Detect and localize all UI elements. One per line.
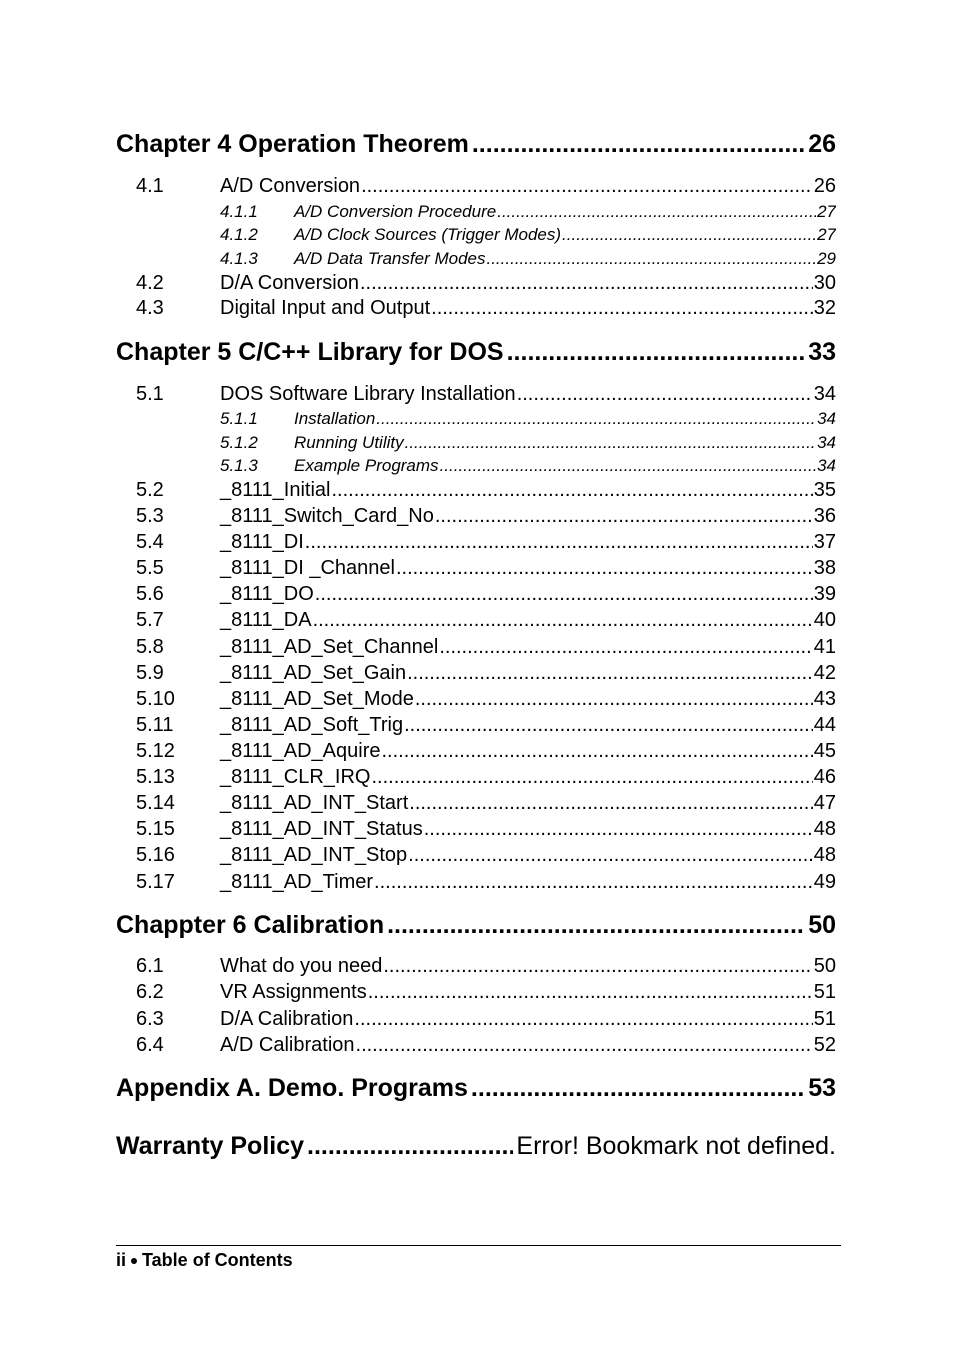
toc-entry-page-number: 33	[808, 338, 836, 366]
toc-entry-title: A/D Conversion Procedure	[294, 201, 497, 221]
toc-entry-title: Warranty Policy	[116, 1132, 305, 1160]
toc-entry-title: What do you need	[220, 955, 383, 977]
toc-section-entry[interactable]	[116, 270, 836, 296]
toc-entry-number: 4.1.3	[220, 248, 258, 268]
toc-entry-number: 5.1	[136, 383, 164, 405]
toc-entry-page-number: 46	[813, 766, 836, 788]
toc-entry-title: _8111_AD_Soft_Trig	[220, 714, 404, 736]
toc-section-entry[interactable]	[116, 381, 836, 407]
toc-entry-page-number: 48	[813, 844, 836, 866]
toc-entry-number: 5.1.2	[220, 432, 258, 452]
toc-section-entry[interactable]	[116, 555, 836, 581]
dot-leader	[368, 979, 813, 1005]
toc-entry-page-number: 50	[808, 911, 836, 939]
toc-entry-number: 4.1	[136, 175, 164, 197]
toc-entry-page-number: 53	[808, 1074, 836, 1102]
toc-entry-number: 4.2	[136, 272, 164, 294]
dot-leader	[409, 790, 812, 816]
dot-leader	[371, 764, 812, 790]
toc-entry-title: _8111_AD_INT_Status	[220, 818, 423, 840]
toc-entry-title: _8111_DI _Channel	[220, 557, 395, 579]
dot-leader	[356, 1032, 813, 1058]
toc-entry-number: 5.2	[136, 479, 164, 501]
toc-entry-page-number: 34	[817, 432, 836, 452]
dot-leader	[408, 842, 813, 868]
dot-leader	[396, 555, 813, 581]
dot-leader	[517, 381, 813, 407]
toc-section-entry[interactable]	[116, 660, 836, 686]
toc-entry-number: 6.2	[136, 981, 164, 1003]
toc-entry-page-number: 40	[813, 609, 836, 631]
toc-subsection-entry[interactable]	[116, 431, 836, 454]
toc-entry-page-number: 26	[813, 175, 836, 197]
dot-leader	[439, 634, 812, 660]
toc-section-entry[interactable]	[116, 764, 836, 790]
dot-leader	[471, 1072, 805, 1104]
toc-entry-number: 6.4	[136, 1034, 164, 1056]
toc-entry-page-number: 51	[813, 981, 836, 1003]
toc-entry-number: 5.15	[136, 818, 175, 840]
toc-entry-title: _8111_AD_Set_Gain	[220, 662, 407, 684]
dot-leader	[435, 503, 813, 529]
toc-chapter-entry[interactable]	[116, 909, 836, 941]
toc-entry-page-number: 38	[813, 557, 836, 579]
footer-section-title: Table of Contents	[142, 1250, 293, 1270]
toc-section-entry[interactable]	[116, 953, 836, 979]
dot-leader	[376, 407, 816, 430]
footer-rule	[116, 1245, 841, 1246]
toc-entry-title: Chapter 5 C/C++ Library for DOS	[116, 338, 504, 366]
dot-leader	[361, 173, 813, 199]
toc-entry-page-number: 29	[817, 248, 836, 268]
toc-entry-number: 5.16	[136, 844, 175, 866]
toc-entry-page-number: 26	[808, 130, 836, 158]
toc-subsection-entry[interactable]	[116, 247, 836, 270]
toc-entry-title: A/D Calibration	[220, 1034, 355, 1056]
toc-entry-page-number: Error! Bookmark not defined.	[516, 1132, 836, 1160]
toc-entry-title: _8111_CLR_IRQ	[220, 766, 371, 788]
toc-entry-number: 5.1.3	[220, 455, 258, 475]
toc-entry-page-number: 34	[813, 383, 836, 405]
dot-leader	[404, 712, 813, 738]
toc-entry-number: 5.9	[136, 662, 164, 684]
toc-entry-page-number: 47	[813, 792, 836, 814]
toc-entry-page-number: 36	[813, 505, 836, 527]
toc-entry-number: 5.17	[136, 871, 175, 893]
toc-section-entry[interactable]	[116, 738, 836, 764]
toc-entry-number: 5.13	[136, 766, 175, 788]
toc-entry-page-number: 50	[813, 955, 836, 977]
toc-entry-number: 6.1	[136, 955, 164, 977]
toc-entry-page-number: 48	[813, 818, 836, 840]
toc-section-entry[interactable]	[116, 581, 836, 607]
toc-entry-title: _8111_AD_Aquire	[220, 740, 381, 762]
toc-entry-number: 4.1.2	[220, 224, 258, 244]
toc-section-entry[interactable]	[116, 712, 836, 738]
toc-section-entry[interactable]	[116, 790, 836, 816]
dot-leader	[407, 660, 813, 686]
toc-section-entry[interactable]	[116, 1006, 836, 1032]
toc-entry-title: Example Programs	[294, 455, 439, 475]
dot-leader	[382, 738, 813, 764]
toc-entry-title: D/A Calibration	[220, 1008, 354, 1030]
toc-section-entry[interactable]	[116, 842, 836, 868]
page-footer	[116, 1249, 293, 1271]
toc-entry-page-number: 45	[813, 740, 836, 762]
toc-entry-page-number: 41	[813, 636, 836, 658]
toc-entry-page-number: 49	[813, 871, 836, 893]
toc-entry-title: _8111_AD_Set_Channel	[220, 636, 439, 658]
toc-entry-title: DOS Software Library Installation	[220, 383, 516, 405]
toc-entry-page-number: 39	[813, 583, 836, 605]
dot-leader	[307, 1130, 513, 1162]
footer-page-number: ii	[116, 1250, 127, 1270]
toc-entry-number: 5.11	[136, 714, 174, 736]
toc-entry-title: _8111_DI	[220, 531, 304, 553]
toc-chapter-entry[interactable]	[116, 336, 836, 368]
dot-leader	[354, 1006, 812, 1032]
toc-section-entry[interactable]	[116, 503, 836, 529]
toc-entry-title: Appendix A. Demo. Programs	[116, 1074, 468, 1102]
dot-leader	[497, 200, 816, 223]
toc-section-entry[interactable]	[116, 529, 836, 555]
toc-entry-number: 5.14	[136, 792, 175, 814]
toc-chapter-entry[interactable]	[116, 1130, 836, 1162]
dot-leader	[431, 295, 813, 321]
toc-section-entry[interactable]	[116, 686, 836, 712]
toc-section-entry[interactable]	[116, 477, 836, 503]
toc-entry-number: 6.3	[136, 1008, 164, 1030]
toc-entry-number: 5.7	[136, 609, 164, 631]
toc-section-entry[interactable]	[116, 869, 836, 895]
dot-leader	[405, 431, 816, 454]
toc-entry-number: 5.10	[136, 688, 175, 710]
toc-entry-title: VR Assignments	[220, 981, 367, 1003]
toc-entry-title: A/D Conversion	[220, 175, 361, 197]
toc-chapter-entry[interactable]	[116, 128, 836, 160]
toc-subsection-entry[interactable]	[116, 223, 836, 246]
toc-entry-title: Installation	[294, 408, 376, 428]
toc-entry-title: Running Utility	[294, 432, 404, 452]
dot-leader	[507, 336, 806, 368]
dot-leader	[486, 247, 816, 270]
toc-entry-page-number: 30	[813, 272, 836, 294]
toc-entry-page-number: 27	[817, 201, 836, 221]
toc-entry-number: 5.6	[136, 583, 164, 605]
toc-entry-page-number: 44	[813, 714, 836, 736]
toc-section-entry[interactable]	[116, 816, 836, 842]
toc-entry-page-number: 51	[813, 1008, 836, 1030]
toc-entry-title: _8111_AD_Set_Mode	[220, 688, 414, 710]
toc-entry-page-number: 42	[813, 662, 836, 684]
toc-entry-title: Chappter 6 Calibration	[116, 911, 385, 939]
toc-section-entry[interactable]	[116, 295, 836, 321]
toc-entry-title: _8111_Switch_Card_No	[220, 505, 434, 527]
dot-leader	[440, 454, 817, 477]
dot-leader	[374, 869, 813, 895]
dot-leader	[313, 607, 813, 633]
toc-entry-title: D/A Conversion	[220, 272, 359, 294]
toc-subsection-entry[interactable]	[116, 407, 836, 430]
toc-entry-number: 4.1.1	[220, 201, 258, 221]
dot-leader	[383, 953, 812, 979]
toc-entry-title: _8111_Initial	[220, 479, 331, 501]
toc-entry-number: 5.12	[136, 740, 175, 762]
toc-subsection-entry[interactable]	[116, 200, 836, 223]
toc-entry-page-number: 37	[813, 531, 836, 553]
toc-entry-title: _8111_AD_INT_Start	[220, 792, 409, 814]
toc-subsection-entry[interactable]	[116, 454, 836, 477]
toc-entry-number: 5.5	[136, 557, 164, 579]
toc-entry-title: _8111_AD_INT_Stop	[220, 844, 408, 866]
toc-section-entry[interactable]	[116, 634, 836, 660]
dot-leader	[305, 529, 813, 555]
toc-entry-title: _8111_AD_Timer	[220, 871, 374, 893]
toc-entry-page-number: 34	[817, 408, 836, 428]
toc-entry-page-number: 43	[813, 688, 836, 710]
toc-entry-number: 4.3	[136, 297, 164, 319]
toc-entry-title: Digital Input and Output	[220, 297, 431, 319]
toc-section-entry[interactable]	[116, 173, 836, 199]
bullet-icon	[131, 1258, 137, 1264]
dot-leader	[360, 270, 813, 296]
dot-leader	[562, 223, 816, 246]
toc-chapter-entry[interactable]	[116, 1072, 836, 1104]
toc-entry-page-number: 34	[817, 455, 836, 475]
toc-entry-number: 5.3	[136, 505, 164, 527]
toc-entry-title: Chapter 4 Operation Theorem	[116, 130, 469, 158]
toc-entry-title: _8111_DO	[220, 583, 314, 605]
dot-leader	[331, 477, 812, 503]
dot-leader	[472, 128, 805, 160]
dot-leader	[415, 686, 813, 712]
toc-entry-title: _8111_DA	[220, 609, 312, 631]
dot-leader	[387, 909, 805, 941]
dot-leader	[315, 581, 813, 607]
toc-entry-number: 5.4	[136, 531, 164, 553]
toc-entry-title: A/D Data Transfer Modes	[294, 248, 486, 268]
toc-entry-page-number: 35	[813, 479, 836, 501]
toc-entry-title: A/D Clock Sources (Trigger Modes)	[294, 224, 562, 244]
toc-entry-page-number: 27	[817, 224, 836, 244]
toc-entry-page-number: 52	[813, 1034, 836, 1056]
toc-entry-number: 5.8	[136, 636, 164, 658]
toc-entry-page-number: 32	[813, 297, 836, 319]
toc-section-entry[interactable]	[116, 979, 836, 1005]
toc-entry-number: 5.1.1	[220, 408, 258, 428]
dot-leader	[424, 816, 813, 842]
toc-section-entry[interactable]	[116, 1032, 836, 1058]
toc-section-entry[interactable]	[116, 607, 836, 633]
